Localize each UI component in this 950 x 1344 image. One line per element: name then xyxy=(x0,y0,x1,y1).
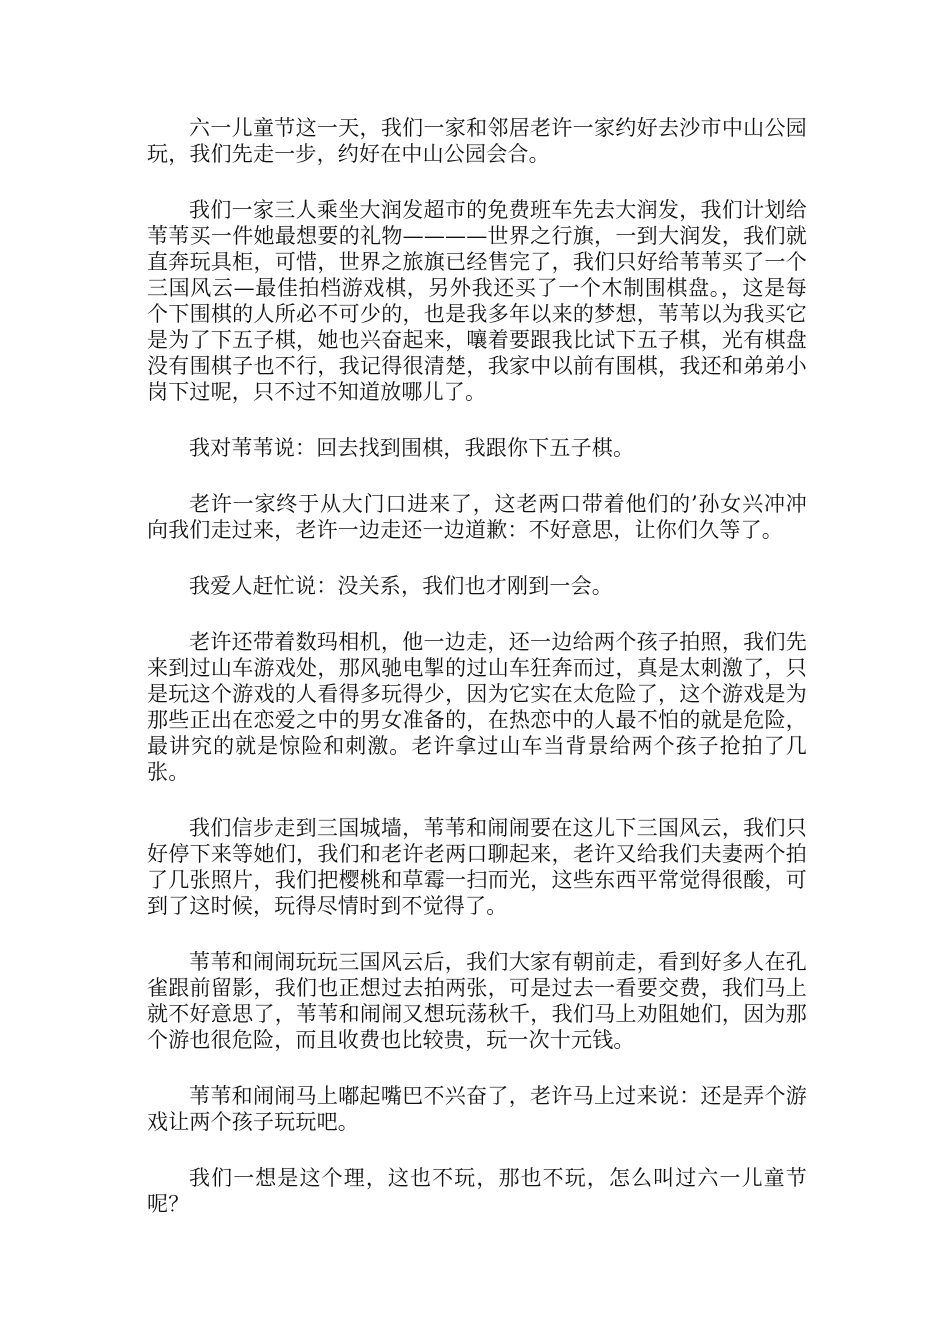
paragraph-7: 我们信步走到三国城墙，苇苇和闹闹要在这儿下三国风云，我们只好停下来等她们，我们和老许老两口聊起来，老许又给我们夫妻两个拍了几张照片，我们把樱桃和草霉一扫而光，这些东西平常觉得很酸，可到了这时候，玩得尽情时到不觉得了。 xyxy=(147,816,807,918)
paragraph-3: 我对苇苇说：回去找到围棋，我跟你下五子棋。 xyxy=(189,436,635,460)
paragraph-2: 我们一家三人乘坐大润发超市的免费班车先去大润发，我们计划给苇苇买一件她最想要的礼物————世界之行旗，一到大润发，我们就直奔玩具柜，可惜，世界之旅旗已经售完了，我们只好给苇苇买了一个三国风云—最佳拍档游戏棋，另外我还买了一个木制围棋盘。，这是每个下围棋的人所必不可少的，也是我多年以来的梦想，苇苇以为我买它是为了下五子棋，她也兴奋起来，嚷着要跟我比试下五子棋，光有棋盘没有围棋子也不行，我记得很清楚，我家中以前有围棋，我还和弟弟小岗下过呢，只不过不知道放哪儿了。 xyxy=(147,198,807,404)
paragraph-5: 我爱人赶忙说：没关系，我们也才刚到一会。 xyxy=(189,574,613,598)
paragraph-1: 六一儿童节这一天，我们一家和邻居老许一家约好去沙市中山公园玩，我们先走一步，约好在中山公园会合。 xyxy=(147,116,807,166)
paragraph-10: 我们一想是这个理，这也不玩，那也不玩，怎么叫过六一儿童节呢？ xyxy=(147,1166,807,1216)
paragraph-6: 老许还带着数玛相机，他一边走，还一边给两个孩子拍照，我们先来到过山车游戏处，那风驰电掣的过山车狂奔而过，真是太刺激了，只是玩这个游戏的人看得多玩得少，因为它实在太危险了，这个游戏是为那些正出在恋爱之中的男女准备的，在热恋中的人最不怕的就是危险，最讲究的就是惊险和刺激。老许拿过山车当背景给两个孩子抢拍了几张。 xyxy=(147,630,807,784)
document-body xyxy=(147,115,807,1247)
paragraph-9: 苇苇和闹闹马上嘟起嘴巴不兴奋了，老许马上过来说：还是弄个游戏让两个孩子玩玩吧。 xyxy=(147,1084,807,1134)
paragraph-4: 老许一家终于从大门口进来了，这老两口带着他们的’孙女兴冲冲向我们走过来，老许一边走还一边道歉：不好意思，让你们久等了。 xyxy=(147,492,807,542)
paragraph-8: 苇苇和闹闹玩玩三国风云后，我们大家有朝前走，看到好多人在孔雀跟前留影，我们也正想过去拍两张，可是过去一看要交费，我们马上就不好意思了，苇苇和闹闹又想玩荡秋千，我们马上劝阻她们，因为那个游也很危险，而且收费也比较贵，玩一次十元钱。 xyxy=(147,950,807,1052)
